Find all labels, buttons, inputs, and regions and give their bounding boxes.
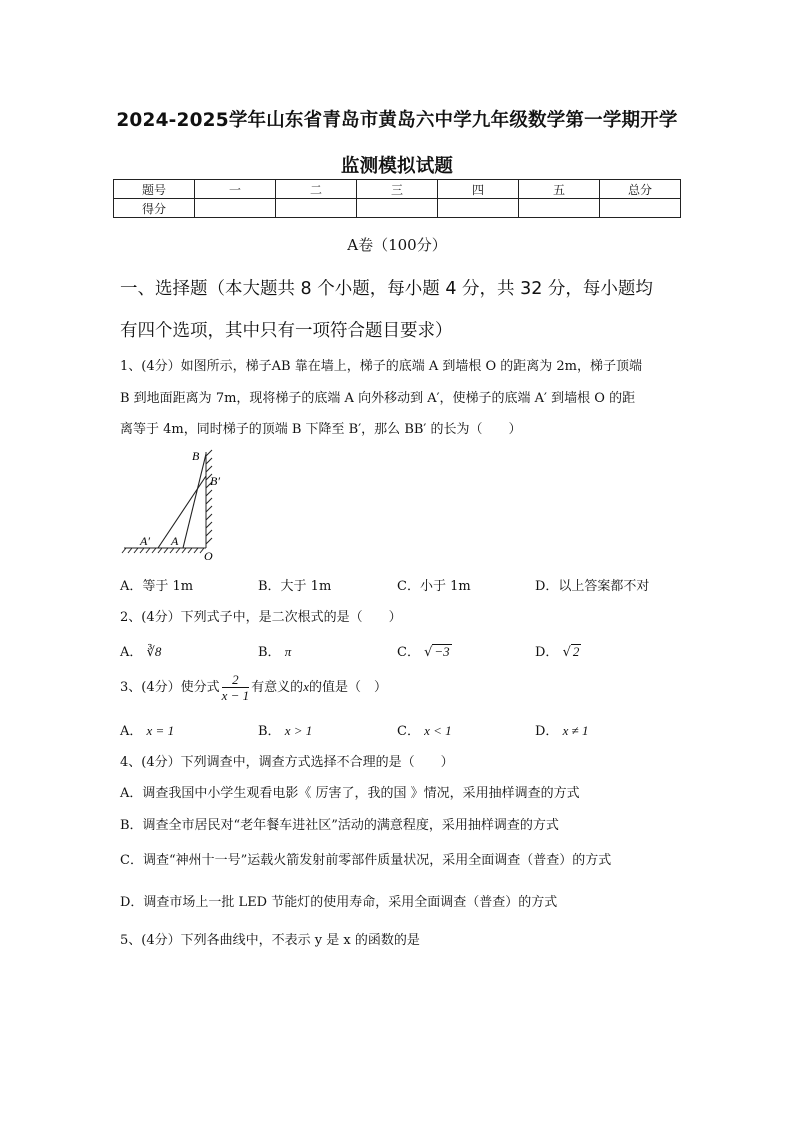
- label-b-prime: B′: [210, 474, 220, 488]
- label-a-prime: A′: [140, 534, 150, 548]
- exam-title-line2: 监测模拟试题: [340, 156, 454, 177]
- score-empty-cell[interactable]: [438, 199, 519, 218]
- q3-stem: [120, 672, 387, 703]
- sqrt-neg3-radicand: −3: [434, 644, 450, 659]
- radical-sign: √: [424, 645, 433, 660]
- score-table-header-row: [114, 180, 681, 199]
- wall-hatching: [206, 450, 212, 548]
- q1-option-c[interactable]: C．小于 1m: [397, 579, 471, 594]
- score-header-cell: 总分: [600, 180, 681, 199]
- q2-option-d[interactable]: [535, 641, 581, 660]
- label-o: O: [204, 549, 213, 563]
- q3-suffix-a: 有意义的: [251, 680, 304, 695]
- q4-stem: 4、(4分）下列调查中，调查方式选择不合理的是（ ）: [120, 755, 454, 770]
- q4-option-d[interactable]: D．调查市场上一批 LED 节能灯的使用寿命，采用全面调查（普查）的方式: [120, 895, 558, 910]
- q3-option-expr: x ≠ 1: [562, 723, 589, 738]
- ground-hatching: [122, 548, 206, 553]
- score-empty-cell[interactable]: [276, 199, 357, 218]
- score-empty-cell[interactable]: [195, 199, 276, 218]
- q1-stem-line3: 离等于 4m，同时梯子的顶端 B 下降至 B′，那么 BB′ 的长为（ ）: [120, 422, 522, 437]
- q4-option-c[interactable]: C．调查“神州十一号”运载火箭发射前零部件质量状况，采用全面调查（普查）的方式: [120, 853, 612, 868]
- ladder-figure: [118, 446, 228, 564]
- pi-expr: π: [284, 644, 292, 659]
- q2-option-label: A．: [120, 645, 143, 660]
- q3-option-expr: x = 1: [146, 723, 175, 738]
- score-header-cell: 二: [276, 180, 357, 199]
- radical-sign: √: [562, 645, 571, 660]
- score-header-cell: 题号: [114, 180, 195, 199]
- q3-denominator: x − 1: [221, 688, 250, 703]
- score-header-cell: 四: [438, 180, 519, 199]
- score-empty-cell[interactable]: [600, 199, 681, 218]
- score-header-cell: 五: [519, 180, 600, 199]
- q3-option-expr: x > 1: [284, 723, 313, 738]
- q2-option-label: D．: [535, 645, 559, 660]
- score-empty-cell[interactable]: [519, 199, 600, 218]
- q2-option-a[interactable]: [120, 641, 161, 660]
- q3-option-label: A．: [120, 724, 143, 739]
- ladder-apbp: [158, 476, 206, 548]
- q3-option-a[interactable]: [120, 720, 174, 739]
- exam-title-line1: 2024-2025学年山东省青岛市黄岛六中学九年级数学第一学期开学: [116, 110, 678, 131]
- q3-option-b[interactable]: [258, 720, 312, 739]
- q5-stem: 5、(4分）下列各曲线中，不表示 y 是 x 的函数的是: [120, 933, 420, 948]
- cube-root-expr: ∛8: [146, 644, 162, 659]
- q2-option-b[interactable]: [258, 641, 291, 660]
- q3-suffix-b: 的值是（ ）: [308, 680, 387, 695]
- section-heading-line2: 有四个选项，其中只有一项符合题目要求）: [120, 321, 453, 341]
- q3-option-expr: x < 1: [424, 723, 452, 738]
- score-header-cell: 一: [195, 180, 276, 199]
- score-empty-cell[interactable]: [357, 199, 438, 218]
- q1-option-d[interactable]: D．以上答案都不对: [535, 579, 650, 594]
- q1-stem-line1: 1、(4分）如图所示，梯子AB 靠在墙上，梯子的底端 A 到墙根 O 的距离为 2m，梯子顶端: [120, 359, 642, 374]
- q2-stem: 2、(4分）下列式子中，是二次根式的是（ ）: [120, 610, 402, 625]
- ladder-ab: [183, 454, 206, 548]
- q3-option-label: D．: [535, 724, 559, 739]
- score-row-label: 得分: [114, 199, 195, 218]
- q3-numerator: 2: [222, 672, 250, 688]
- score-table: [113, 179, 681, 218]
- q3-option-d[interactable]: [535, 720, 588, 739]
- score-header-cell: 三: [357, 180, 438, 199]
- q3-option-label: C．: [397, 724, 420, 739]
- q4-option-b[interactable]: B．调查全市居民对“老年餐车进社区”活动的满意程度，采用抽样调查的方式: [120, 818, 559, 833]
- q4-option-a[interactable]: A．调查我国中小学生观看电影《 厉害了，我的国 》情况，采用抽样调查的方式: [120, 786, 580, 801]
- q3-variable: x: [303, 679, 309, 694]
- volume-heading: A卷（100分）: [347, 236, 447, 254]
- q3-option-c[interactable]: [397, 720, 452, 739]
- section-heading-line1: 一、选择题（本大题共 8 个小题，每小题 4 分，共 32 分，每小题均: [120, 279, 653, 299]
- sqrt-2-radicand: 2: [572, 644, 580, 659]
- q2-option-label: B．: [258, 645, 281, 660]
- q1-option-b[interactable]: B．大于 1m: [258, 579, 332, 594]
- q2-option-label: C．: [397, 645, 420, 660]
- q3-fraction: [222, 672, 250, 703]
- q1-option-a[interactable]: A．等于 1m: [120, 579, 194, 594]
- label-b: B: [192, 449, 200, 463]
- label-a: A: [171, 534, 179, 548]
- q2-option-c[interactable]: [397, 641, 452, 660]
- score-table-score-row: [114, 199, 681, 218]
- q1-stem-line2: B 到地面距离为 7m，现将梯子的底端 A 向外移动到 A′，使梯子的底端 A′ 到墙根 O 的距: [120, 391, 636, 406]
- q3-prefix: 3、(4分）使分式: [120, 680, 220, 695]
- q3-option-label: B．: [258, 724, 281, 739]
